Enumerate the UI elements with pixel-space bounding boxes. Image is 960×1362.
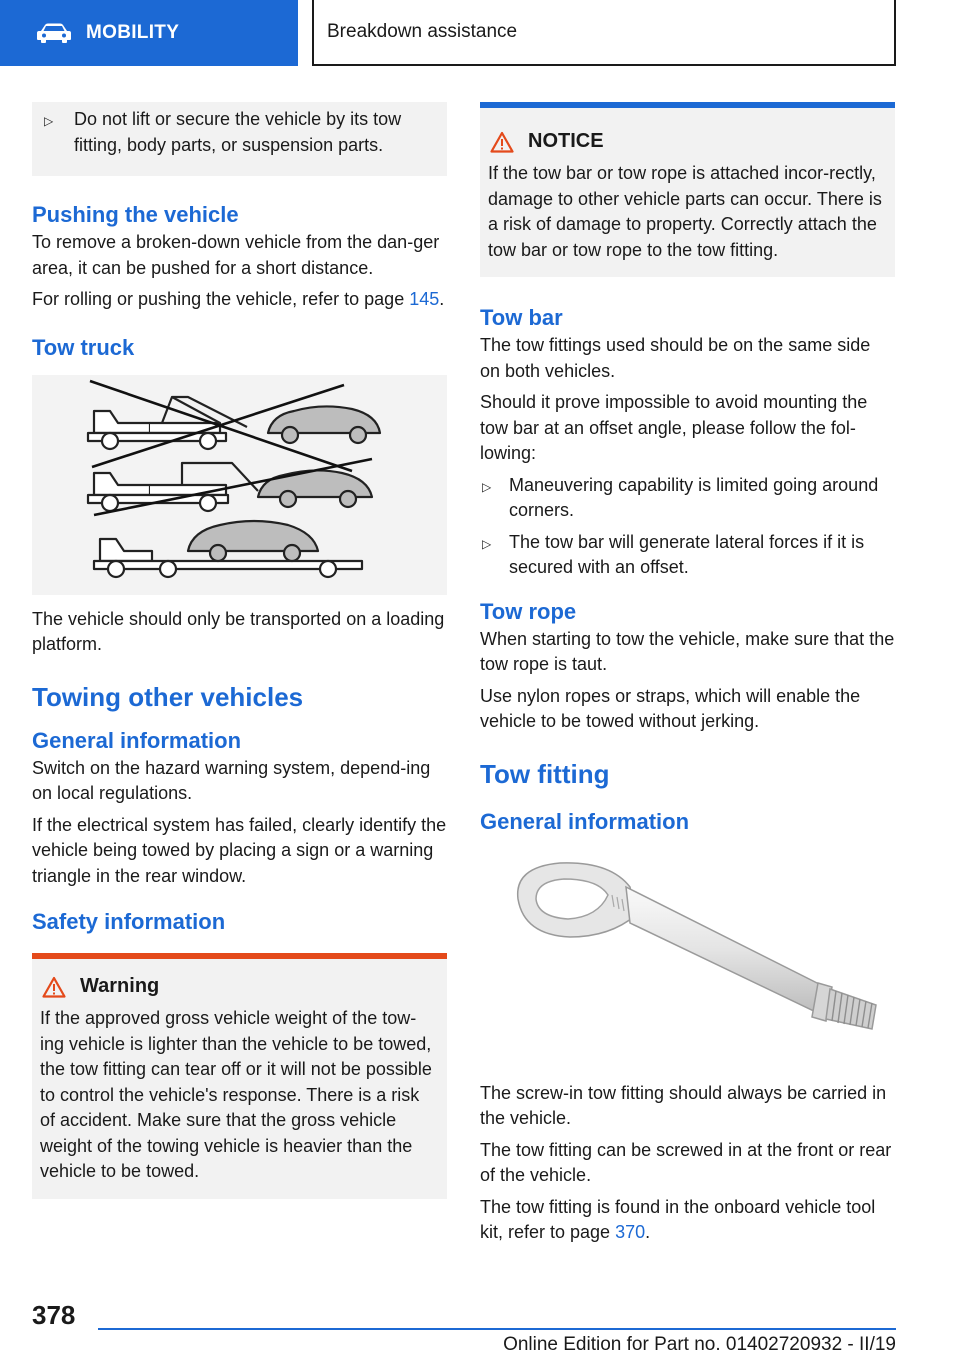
list-item — [42, 107, 437, 158]
heading-tow-fitting-general: General information — [480, 808, 690, 834]
tow-truck-illustration — [32, 375, 447, 595]
car-icon — [36, 22, 72, 44]
page-number: 378 — [32, 1300, 76, 1330]
heading-safety-info: Safety information — [32, 909, 226, 934]
heading-tow-rope: Tow rope — [480, 598, 577, 624]
paragraph: Use nylon ropes or straps, which will enable the vehicle to be towed without jerking. — [480, 685, 861, 731]
paragraph: Switch on the hazard warning system, depend-ing on local regulations. — [32, 757, 431, 803]
heading-tow-truck: Tow truck — [32, 334, 135, 360]
list-item-text: Do not lift or secure the vehicle by its tow fitting, body parts, or suspension parts. — [74, 109, 402, 155]
triangle-bullet-icon: ▷ — [482, 536, 492, 551]
text: The tow fitting is found in the onboard vehicle tool kit, refer to page — [480, 1196, 876, 1242]
warning-text: If the approved gross vehicle weight of the tow-ing vehicle is lighter than the vehicle to be towed, the tow fitting can tear off or it will not be possible to control the vehicle's response. There is a risk of accident. Make sure that the gross vehicle weight of the towing vehicle is heavier than the vehicle to be towed. — [40, 1008, 432, 1181]
paragraph: The tow fitting can be screwed in at the front or rear of the vehicle. — [480, 1139, 892, 1185]
list-item-text: Maneuvering capability is limited going around corners. — [509, 474, 879, 520]
list-item — [480, 530, 895, 581]
triangle-bullet-icon: ▷ — [482, 479, 492, 494]
notice-title — [490, 130, 887, 153]
section-label: MOBILITY — [86, 22, 180, 43]
tow-fitting-illustration — [480, 837, 895, 1081]
paragraph: To remove a broken-down vehicle from the dan-ger area, it can be pushed for a short distance. — [32, 232, 440, 278]
page-link[interactable]: 145 — [409, 289, 440, 309]
warning-box — [32, 953, 447, 1199]
text: . — [645, 1222, 651, 1242]
warning-title — [42, 975, 439, 998]
paragraph: The tow fittings used should be on the same side on both vehicles. — [480, 335, 871, 381]
right-column — [480, 102, 895, 1252]
left-column — [32, 102, 447, 1199]
page-header — [0, 0, 960, 66]
heading-tow-fitting: Tow fitting — [480, 758, 610, 789]
notice-label: NOTICE — [528, 130, 604, 152]
tow-fitting-image — [480, 837, 895, 1081]
section-tab[interactable] — [0, 0, 298, 66]
paragraph: Should it prove impossible to avoid mounting the tow bar at an offset angle, please follow the fol-lowing: — [480, 392, 868, 463]
footer-divider — [98, 1328, 896, 1330]
chapter-title-box — [312, 0, 896, 66]
paragraph: When starting to tow the vehicle, make sure that the tow rope is taut. — [480, 628, 895, 674]
notice-box — [480, 102, 895, 277]
notice-text: If the tow bar or tow rope is attached incor-rectly, damage to other vehicle parts can occur. There is a risk of damage to property. Correctly attach the tow bar or tow rope to the tow fitting. — [488, 163, 882, 260]
list-item — [480, 473, 895, 524]
heading-general-info: General information — [32, 727, 242, 753]
paragraph: The screw-in tow fitting should always be carried in the vehicle. — [480, 1082, 887, 1128]
heading-tow-bar: Tow bar — [480, 305, 563, 330]
paragraph: If the electrical system has failed, clearly identify the vehicle being towed by placing a sign or a warning triangle in the rear window. — [32, 814, 447, 886]
warning-triangle-icon — [42, 976, 66, 998]
heading-pushing: Pushing the vehicle — [32, 202, 239, 227]
paragraph — [32, 287, 447, 313]
top-bullet-box — [32, 102, 447, 176]
figure-caption: The vehicle should only be transported on a loading platform. — [32, 608, 445, 654]
heading-towing-other: Towing other vehicles — [32, 681, 304, 712]
list-item-text: The tow bar will generate lateral forces if it is secured with an offset. — [509, 531, 865, 577]
triangle-bullet-icon: ▷ — [44, 114, 54, 128]
text: For rolling or pushing the vehicle, refer to page — [32, 289, 410, 309]
notice-triangle-icon — [490, 131, 514, 153]
tow-truck-image — [32, 375, 447, 595]
chapter-title: Breakdown assistance — [327, 21, 518, 42]
text: . — [439, 289, 445, 309]
page-link[interactable]: 370 — [615, 1222, 646, 1242]
warning-label: Warning — [80, 975, 160, 997]
footer-edition: Online Edition for Part no. 01402720932 - II/19 — [503, 1334, 896, 1355]
paragraph — [480, 1195, 895, 1246]
